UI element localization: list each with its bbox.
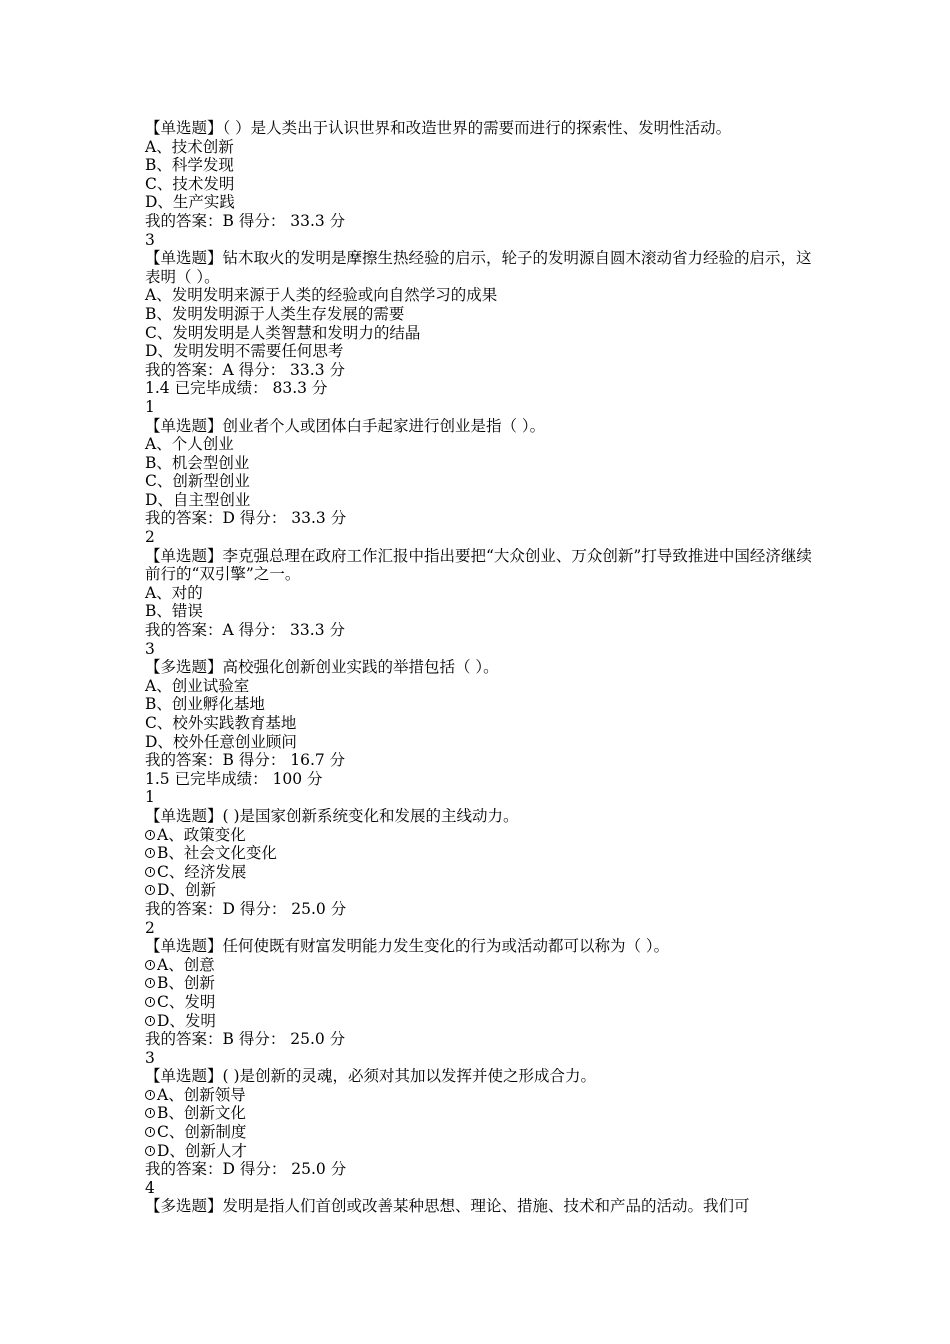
my-answer-score: 我的答案：D 得分： 25.0 分: [145, 899, 347, 918]
answer-option: C、校外实践教育基地: [145, 714, 297, 732]
question-text: 【单选题】( )是国家创新系统变化和发展的主线动力。: [145, 806, 519, 825]
radio-circle-icon[interactable]: [145, 848, 155, 858]
question-number: 4: [145, 1178, 155, 1197]
radio-option-label: C、经济发展: [157, 862, 247, 881]
answer-option: A、技术创新: [145, 137, 234, 156]
question-text: 【单选题】（ ）是人类出于认识世界和改造世界的需要而进行的探索性、发明性活动。: [145, 119, 732, 137]
question-number: 1: [145, 397, 155, 416]
answer-option: B、科学发现: [145, 156, 234, 175]
question-text: 【单选题】( )是创新的灵魂，必须对其加以发挥并使之形成合力。: [145, 1067, 597, 1086]
question-number: 2: [145, 528, 155, 547]
radio-circle-icon[interactable]: [145, 885, 155, 895]
radio-option[interactable]: [145, 1012, 825, 1031]
radio-circle-icon[interactable]: [145, 830, 155, 840]
radio-option-label: B、创新: [157, 974, 215, 993]
radio-option[interactable]: [145, 993, 825, 1012]
radio-option[interactable]: [145, 1104, 825, 1123]
radio-option[interactable]: [145, 974, 825, 993]
answer-option: B、机会型创业: [145, 453, 250, 472]
question-number: 3: [145, 639, 155, 658]
my-answer-score: 我的答案：B 得分： 16.7 分: [145, 751, 346, 770]
radio-circle-icon[interactable]: [145, 978, 155, 988]
my-answer-score: 我的答案：A 得分： 33.3 分: [145, 621, 345, 640]
radio-option-label: A、创新领导: [157, 1085, 246, 1104]
answer-option: A、个人创业: [145, 435, 234, 454]
question-number: 3: [145, 1048, 155, 1067]
radio-circle-icon[interactable]: [145, 1090, 155, 1100]
answer-option: C、创新型创业: [145, 472, 250, 491]
answer-option: C、技术发明: [145, 174, 235, 193]
radio-option-label: B、社会文化变化: [157, 844, 277, 863]
radio-circle-icon[interactable]: [145, 1146, 155, 1156]
answer-option: B、发明发明源于人类生存发展的需要: [145, 304, 405, 323]
radio-option[interactable]: [145, 956, 825, 975]
question-text: 【多选题】发明是指人们首创或改善某种思想、理论、措施、技术和产品的活动。我们可: [145, 1197, 750, 1216]
question-text: 【单选题】钻木取火的发明是摩擦生热经验的启示，轮子的发明源自圆木滚动省力经验的启示，这表明（ ）。: [145, 249, 812, 286]
my-answer-score: 我的答案：A 得分： 33.3 分: [145, 360, 345, 379]
question-text: 【多选题】高校强化创新创业实践的举措包括（ ）。: [145, 658, 499, 677]
radio-option[interactable]: [145, 1142, 825, 1161]
radio-option[interactable]: [145, 1086, 825, 1105]
answer-option: D、发明发明不需要任何思考: [145, 342, 344, 361]
radio-option[interactable]: [145, 881, 825, 900]
my-answer-score: 我的答案：B 得分： 25.0 分: [145, 1030, 346, 1049]
question-number: 2: [145, 918, 155, 937]
question-number: 3: [145, 230, 155, 249]
radio-option-label: C、创新制度: [157, 1123, 247, 1142]
answer-option: A、创业试验室: [145, 676, 250, 695]
radio-circle-icon[interactable]: [145, 997, 155, 1007]
section-score: 1.5 已完毕成绩： 100 分: [145, 769, 323, 788]
radio-option-label: D、发明: [157, 1011, 216, 1030]
answer-option: A、发明发明来源于人类的经验或向自然学习的成果: [145, 286, 498, 305]
answer-option: D、校外任意创业顾问: [145, 732, 297, 751]
my-answer-score: 我的答案：B 得分： 33.3 分: [145, 211, 346, 230]
radio-option-label: D、创新: [157, 881, 216, 900]
answer-option: B、创业孵化基地: [145, 695, 265, 714]
answer-option: C、发明发明是人类智慧和发明力的结晶: [145, 323, 421, 342]
section-score: 1.4 已完毕成绩： 83.3 分: [145, 379, 328, 398]
document-content: [145, 119, 825, 1216]
answer-option: D、自主型创业: [145, 490, 251, 509]
question-text: 【单选题】李克强总理在政府工作汇报中指出要把“大众创业、万众创新”打导致推进中国经济继续前行的“双引擎”之一。: [145, 546, 812, 584]
question-text: 【单选题】任何使既有财富发明能力发生变化的行为或活动都可以称为（ ）。: [145, 937, 670, 956]
my-answer-score: 我的答案：D 得分： 33.3 分: [145, 509, 347, 528]
answer-option: D、生产实践: [145, 193, 235, 212]
question-text: 【单选题】创业者个人或团体白手起家进行创业是指（ ）。: [145, 416, 546, 435]
radio-option[interactable]: [145, 844, 825, 863]
answer-option: B、错误: [145, 602, 203, 621]
radio-circle-icon[interactable]: [145, 1108, 155, 1118]
radio-option[interactable]: [145, 1123, 825, 1142]
my-answer-score: 我的答案：D 得分： 25.0 分: [145, 1160, 347, 1179]
radio-option-label: A、创意: [157, 955, 215, 974]
radio-option-label: D、创新人才: [157, 1141, 247, 1160]
radio-option-label: B、创新文化: [157, 1104, 246, 1123]
radio-circle-icon[interactable]: [145, 1016, 155, 1026]
radio-circle-icon[interactable]: [145, 960, 155, 970]
radio-circle-icon[interactable]: [145, 1127, 155, 1137]
radio-option[interactable]: [145, 863, 825, 882]
radio-option[interactable]: [145, 826, 825, 845]
radio-option-label: A、政策变化: [157, 825, 246, 844]
question-number: 1: [145, 788, 155, 807]
answer-option: A、对的: [145, 583, 203, 602]
radio-circle-icon[interactable]: [145, 867, 155, 877]
radio-option-label: C、发明: [157, 992, 216, 1011]
